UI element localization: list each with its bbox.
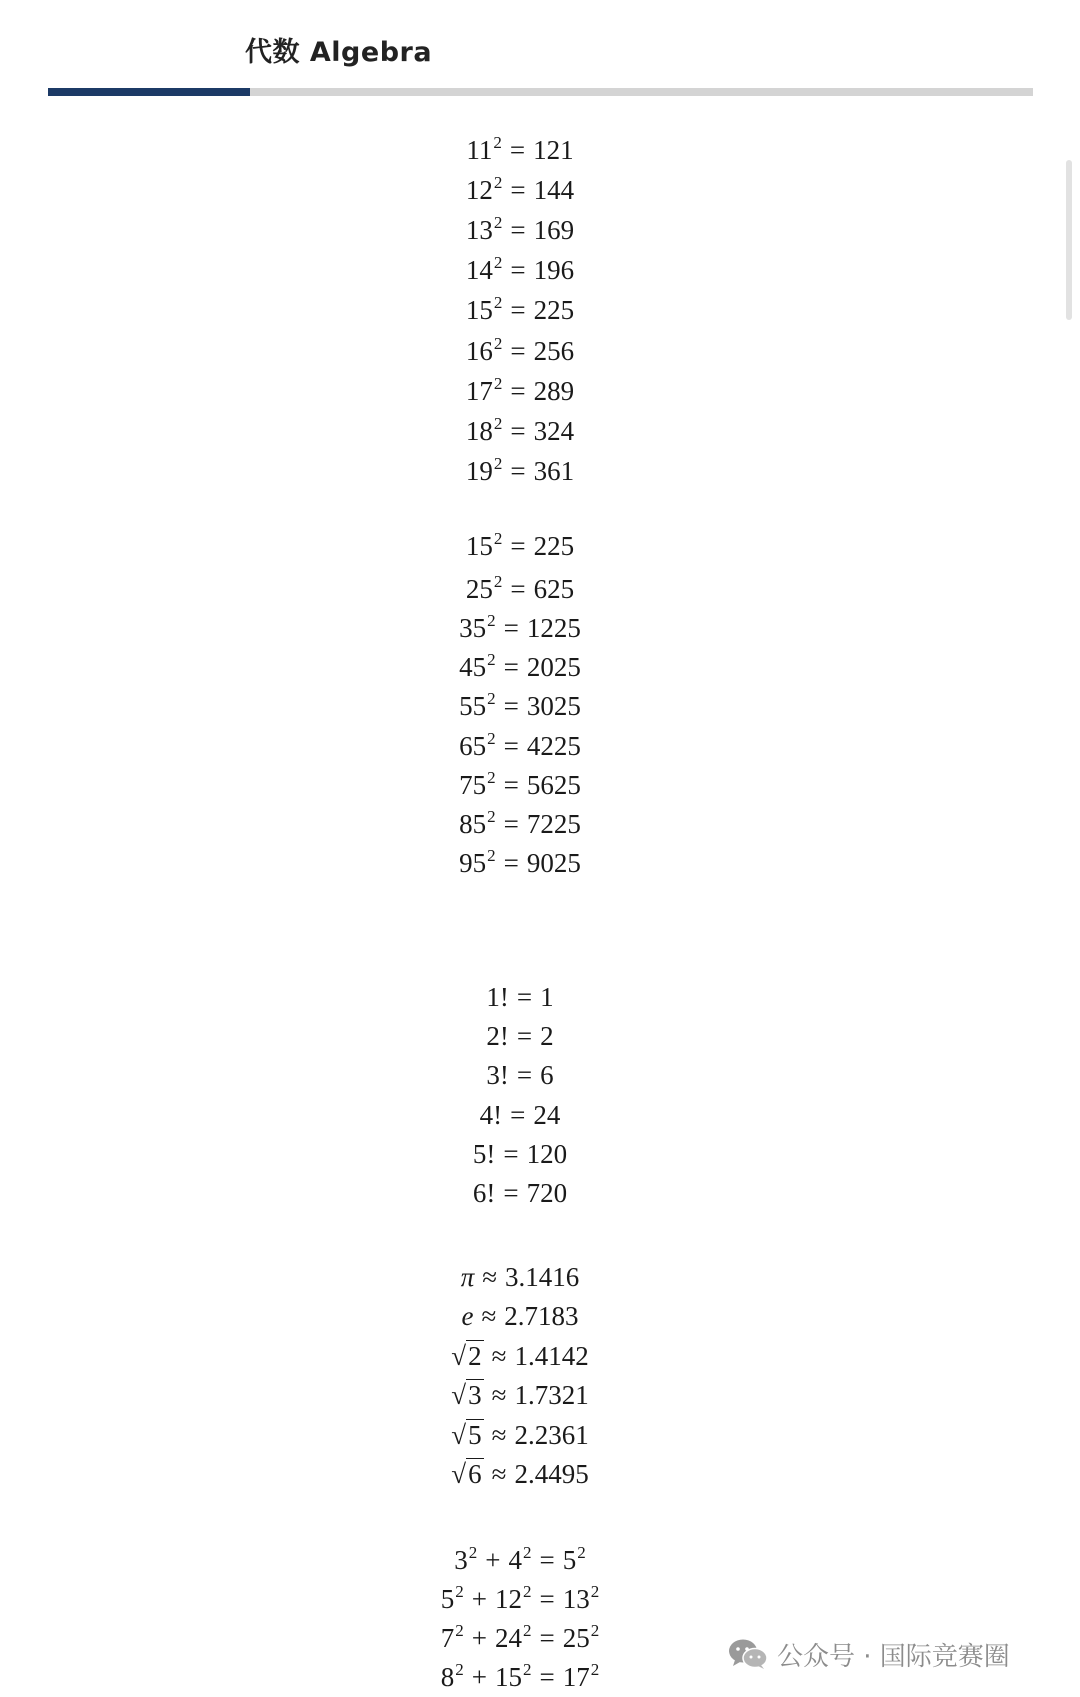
base: 18 (465, 416, 493, 446)
approx-sign: ≈ (491, 1341, 507, 1371)
equals-sign: = (516, 1060, 533, 1090)
value: 1.7321 (514, 1380, 589, 1410)
equation-row (0, 1139, 1040, 1169)
equals-sign: = (510, 175, 526, 205)
equation-row (0, 1100, 1040, 1130)
base: 14 (465, 255, 493, 285)
result: 4225 (526, 731, 581, 761)
result: 720 (526, 1178, 568, 1208)
radical-sign: √ (451, 1341, 467, 1371)
value: 1.4142 (514, 1341, 589, 1371)
result: 1225 (526, 613, 581, 643)
watermark-text: 公众号 · 国际竞赛圈 (777, 1641, 1010, 1672)
page-title: 代数 Algebra (245, 37, 433, 68)
base: 15 (465, 531, 493, 561)
term-a: 7 (440, 1623, 455, 1653)
equation-row (0, 809, 1040, 839)
exponent: 2 (487, 689, 496, 708)
exponent: 2 (523, 1543, 532, 1562)
approx-sign: ≈ (482, 1262, 498, 1292)
factorial: 2! (486, 1021, 509, 1051)
square-root (451, 1420, 483, 1450)
wechat-icon (727, 1637, 769, 1671)
equals-sign: = (539, 1623, 555, 1653)
result: 7225 (526, 809, 581, 839)
equals-sign: = (510, 215, 526, 245)
term-a: 8 (440, 1662, 455, 1692)
equals-sign: = (503, 1178, 519, 1208)
constant-symbol: π (460, 1262, 475, 1292)
exponent: 2 (493, 173, 503, 192)
result: 121 (533, 135, 574, 165)
exponent: 2 (487, 650, 496, 669)
plus-sign: + (471, 1584, 487, 1614)
exponent: 2 (590, 1582, 600, 1601)
base: 12 (465, 175, 493, 205)
result: 225 (533, 295, 575, 325)
result: 9025 (526, 848, 581, 878)
equals-sign: = (516, 982, 533, 1012)
term-b: 15 (495, 1662, 522, 1692)
equals-sign: = (503, 691, 519, 721)
square-root (451, 1341, 483, 1371)
radical-sign: √ (451, 1420, 467, 1450)
equals-sign: = (509, 135, 526, 165)
exponent: 2 (523, 1582, 532, 1601)
equals-sign: = (516, 1021, 533, 1051)
header-divider-accent (48, 88, 250, 96)
approx-sign: ≈ (481, 1301, 497, 1331)
exponent: 2 (487, 768, 496, 787)
result: 144 (533, 175, 575, 205)
equation-row (0, 255, 1040, 285)
result: 289 (533, 376, 575, 406)
base: 15 (465, 295, 493, 325)
factorial: 3! (486, 1060, 509, 1090)
term-b: 24 (495, 1623, 522, 1653)
result: 6 (540, 1060, 554, 1090)
exponent: 2 (577, 1543, 586, 1562)
exponent: 2 (487, 807, 496, 826)
exponent: 2 (455, 1582, 464, 1601)
exponent: 2 (523, 1660, 532, 1679)
term-a: 3 (454, 1545, 468, 1575)
equation-row (0, 1060, 1040, 1090)
equation-row (0, 1545, 1040, 1575)
term-c: 17 (562, 1662, 590, 1692)
equation-row (0, 652, 1040, 682)
base: 85 (459, 809, 487, 839)
equation-row (0, 175, 1040, 205)
radicand: 3 (468, 1380, 482, 1410)
equals-sign: = (510, 531, 526, 561)
result: 625 (533, 574, 575, 604)
term-a: 5 (440, 1584, 455, 1614)
equation-row (0, 691, 1040, 721)
equation-row (0, 295, 1040, 325)
equation-row (0, 1021, 1040, 1051)
scrollbar[interactable] (1066, 160, 1072, 320)
equation-row (0, 336, 1040, 366)
value: 3.1416 (505, 1262, 580, 1292)
exponent: 2 (455, 1660, 464, 1679)
constant-symbol: e (461, 1301, 474, 1331)
exponent: 2 (493, 414, 503, 433)
equation-row (0, 1301, 1040, 1331)
equals-sign: = (503, 809, 519, 839)
square-root (451, 1459, 483, 1489)
equals-sign: = (503, 731, 519, 761)
base: 11 (466, 135, 493, 165)
exponent: 2 (493, 374, 503, 393)
equation-row (0, 982, 1040, 1012)
term-c: 5 (562, 1545, 577, 1575)
plus-sign: + (471, 1662, 487, 1692)
exponent: 2 (493, 529, 503, 548)
exponent: 2 (468, 1543, 478, 1562)
result: 1 (540, 982, 554, 1012)
exponent: 2 (493, 334, 503, 353)
result: 120 (526, 1139, 568, 1169)
plus-sign: + (485, 1545, 501, 1575)
base: 19 (465, 456, 493, 486)
base: 16 (465, 336, 493, 366)
term-b: 4 (508, 1545, 522, 1575)
radical-sign: √ (451, 1380, 467, 1410)
equation-row (0, 613, 1040, 643)
equals-sign: = (503, 848, 519, 878)
equation-row (0, 135, 1040, 165)
equals-sign: = (503, 770, 519, 800)
equation-row (0, 574, 1040, 604)
equation-row (0, 1420, 1040, 1450)
equation-row (0, 456, 1040, 486)
base: 65 (459, 731, 487, 761)
radical-sign: √ (451, 1459, 467, 1489)
term-c: 13 (562, 1584, 590, 1614)
result: 169 (533, 215, 575, 245)
equation-row (0, 1459, 1040, 1489)
equals-sign: = (539, 1584, 555, 1614)
exponent: 2 (590, 1621, 600, 1640)
result: 2 (540, 1021, 554, 1051)
result: 361 (533, 456, 575, 486)
approx-sign: ≈ (491, 1380, 507, 1410)
approx-sign: ≈ (491, 1420, 507, 1450)
equals-sign: = (510, 295, 526, 325)
result: 5625 (526, 770, 581, 800)
result: 196 (533, 255, 575, 285)
base: 75 (459, 770, 487, 800)
watermark (727, 1636, 1016, 1672)
equation-row (0, 1341, 1040, 1371)
base: 25 (465, 574, 493, 604)
radicand: 5 (468, 1420, 482, 1450)
factorial: 1! (486, 982, 509, 1012)
equals-sign: = (503, 1139, 519, 1169)
base: 13 (465, 215, 493, 245)
equals-sign: = (503, 652, 519, 682)
equals-sign: = (510, 1100, 526, 1130)
equation-row (0, 215, 1040, 245)
exponent: 2 (493, 572, 503, 591)
equals-sign: = (539, 1545, 555, 1575)
equals-sign: = (510, 255, 526, 285)
term-b: 12 (495, 1584, 522, 1614)
factorial: 6! (472, 1178, 496, 1208)
exponent: 2 (493, 253, 503, 272)
base: 35 (459, 613, 487, 643)
value: 2.4495 (514, 1459, 589, 1489)
exponent: 2 (523, 1621, 532, 1640)
approx-sign: ≈ (491, 1459, 507, 1489)
result: 324 (533, 416, 575, 446)
exponent: 2 (487, 846, 496, 865)
equation-row (0, 376, 1040, 406)
result: 256 (533, 336, 575, 366)
exponent: 2 (455, 1621, 464, 1640)
plus-sign: + (471, 1623, 487, 1653)
equation-row (0, 1584, 1040, 1614)
equals-sign: = (510, 456, 526, 486)
square-root (451, 1380, 483, 1410)
equals-sign: = (510, 574, 526, 604)
equation-row (0, 1178, 1040, 1208)
equation-row (0, 416, 1040, 446)
result: 24 (533, 1100, 561, 1130)
exponent: 2 (493, 213, 503, 232)
equals-sign: = (510, 376, 526, 406)
exponent: 2 (487, 729, 496, 748)
radicand: 2 (468, 1341, 482, 1371)
result: 3025 (526, 691, 581, 721)
base: 45 (459, 652, 487, 682)
result: 2025 (526, 652, 581, 682)
equation-row (0, 531, 1040, 561)
equation-row (0, 1262, 1040, 1292)
equals-sign: = (503, 613, 519, 643)
base: 17 (465, 376, 493, 406)
value: 2.2361 (514, 1420, 589, 1450)
exponent: 2 (493, 133, 502, 152)
factorial: 5! (472, 1139, 496, 1169)
exponent: 2 (493, 454, 503, 473)
value: 2.7183 (504, 1301, 579, 1331)
equals-sign: = (510, 416, 526, 446)
equation-row (0, 848, 1040, 878)
factorial: 4! (479, 1100, 503, 1130)
exponent: 2 (487, 611, 496, 630)
equation-row (0, 770, 1040, 800)
exponent: 2 (590, 1660, 600, 1679)
base: 55 (459, 691, 487, 721)
base: 95 (459, 848, 487, 878)
term-c: 25 (562, 1623, 590, 1653)
result: 225 (533, 531, 575, 561)
equals-sign: = (539, 1662, 555, 1692)
equation-row (0, 1380, 1040, 1410)
exponent: 2 (493, 293, 503, 312)
equals-sign: = (510, 336, 526, 366)
equation-row (0, 731, 1040, 761)
radicand: 6 (468, 1459, 482, 1489)
